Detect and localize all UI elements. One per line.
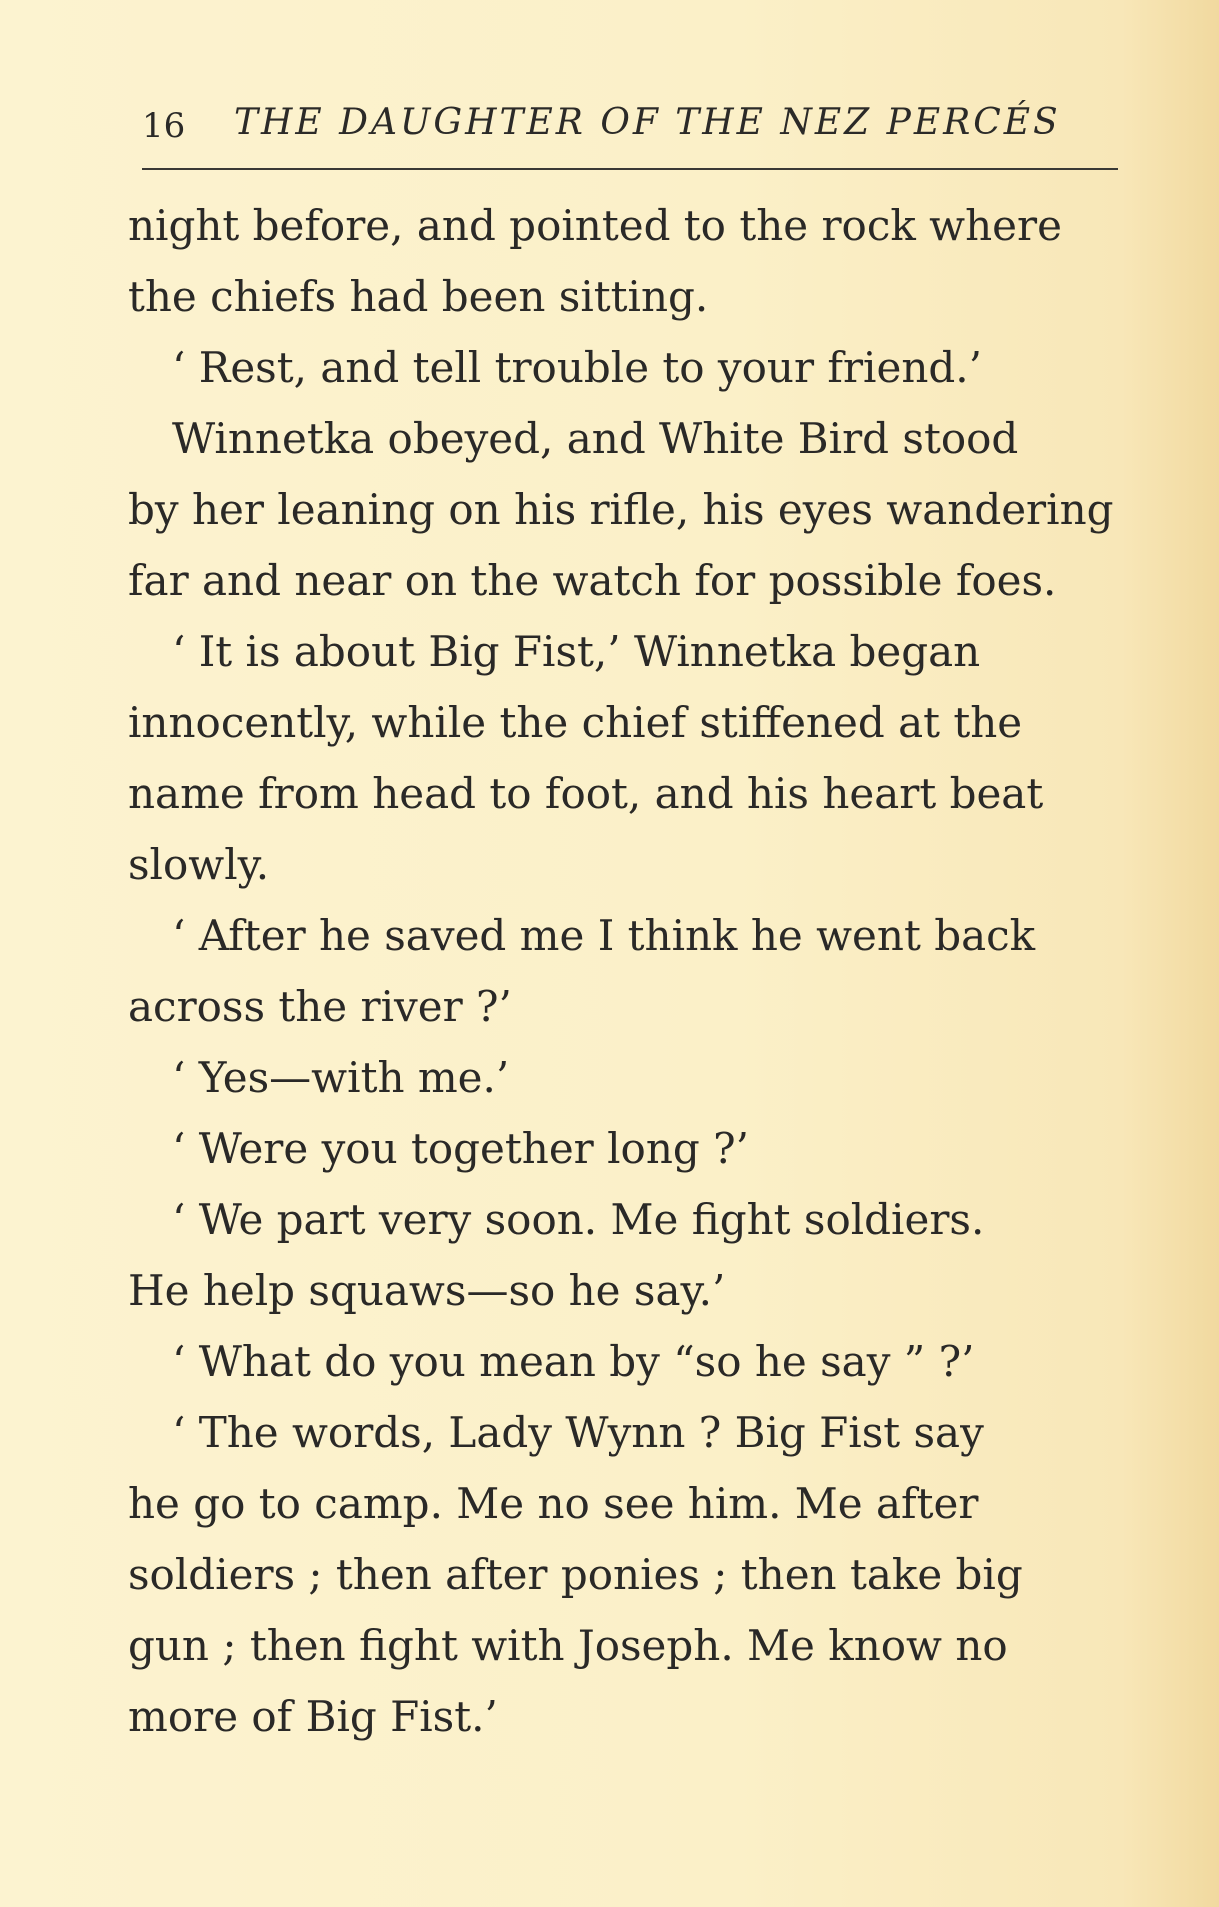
text-line: ‘ After he saved me I think he went back [172,911,1036,960]
text-line: Winnetka obeyed, and White Bird stood [172,414,1019,463]
text-line: ‘ Rest, and tell trouble to your friend.’ [172,343,982,392]
text-line: far and near on the watch for possible foes. [128,556,1057,605]
text-line: slowly. [128,840,270,889]
text-line: across the river ?’ [128,982,512,1031]
text-line: night before, and pointed to the rock where [128,201,1062,250]
text-line: ‘ It is about Big Fist,’ Winnetka began [172,627,981,676]
text-line: ‘ Yes—with me.’ [172,1053,510,1102]
text-line: innocently, while the chief stiffened at the [128,698,1023,747]
text-line: name from head to foot, and his heart beat [128,769,1044,818]
text-line: ‘ We part very soon. Me fight soldiers. [172,1195,985,1244]
text-line: he go to camp. Me no see him. Me after [128,1479,979,1528]
text-line: ‘ What do you mean by “so he say ” ?’ [172,1337,975,1386]
text-line: He help squaws—so he say.’ [128,1266,726,1315]
page-number: 16 [142,106,186,146]
text-line: by her leaning on his rifle, his eyes wandering [128,485,1114,534]
text-line: ‘ The words, Lady Wynn ? Big Fist say [172,1408,984,1457]
book-title: THE DAUGHTER OF THE NEZ PERCÉS [234,102,1061,143]
text-line: soldiers ; then after ponies ; then take big [128,1550,1023,1599]
body-text [128,190,1128,1752]
text-line: the chiefs had been sitting. [128,272,709,321]
header-rule [142,168,1118,170]
running-head [142,102,1112,162]
text-line: gun ; then fight with Joseph. Me know no [128,1621,1008,1670]
text-line: more of Big Fist.’ [128,1692,498,1741]
text-line: ‘ Were you together long ?’ [172,1124,749,1173]
